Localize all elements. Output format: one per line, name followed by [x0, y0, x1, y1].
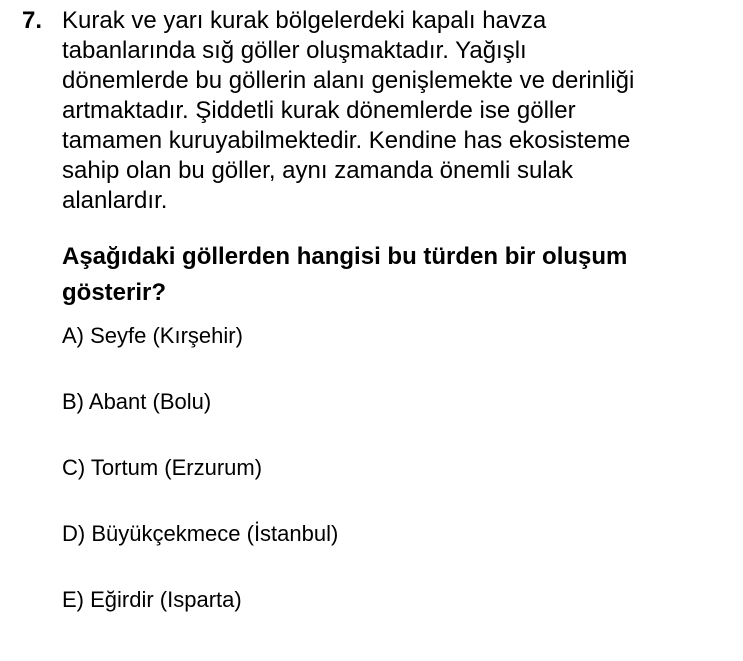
- stem-line: Kurak ve yarı kurak bölgelerdeki kapalı havza: [62, 7, 547, 34]
- question-number: 7.: [22, 7, 43, 34]
- option-a[interactable]: A) Seyfe (Kırşehir): [62, 323, 243, 348]
- stem-line: tabanlarında sığ göller oluşmaktadır. Yağışlı: [62, 37, 527, 64]
- prompt-line: gösterir?: [62, 279, 167, 306]
- stem-line: sahip olan bu göller, aynı zamanda önemli sulak: [62, 157, 573, 184]
- option-c[interactable]: C) Tortum (Erzurum): [62, 455, 263, 480]
- prompt-line: Aşağıdaki göllerden hangisi bu türden bir oluşum: [62, 243, 628, 270]
- question-body: [62, 6, 737, 613]
- stem-line: tamamen kuruyabilmektedir. Kendine has ekosisteme: [62, 127, 631, 154]
- question-stem: [62, 6, 737, 216]
- option-b[interactable]: B) Abant (Bolu): [62, 389, 212, 414]
- option-d[interactable]: D) Büyükçekmece (İstanbul): [62, 521, 339, 546]
- stem-line: artmaktadır. Şiddetli kurak dönemlerde ise göller: [62, 97, 576, 124]
- option-e[interactable]: E) Eğirdir (Isparta): [62, 587, 242, 612]
- answer-options: [62, 323, 737, 613]
- question-prompt: [62, 239, 737, 311]
- stem-line: dönemlerde bu göllerin alanı genişlemekte ve derinliği: [62, 67, 635, 94]
- stem-line: alanlardır.: [62, 187, 168, 214]
